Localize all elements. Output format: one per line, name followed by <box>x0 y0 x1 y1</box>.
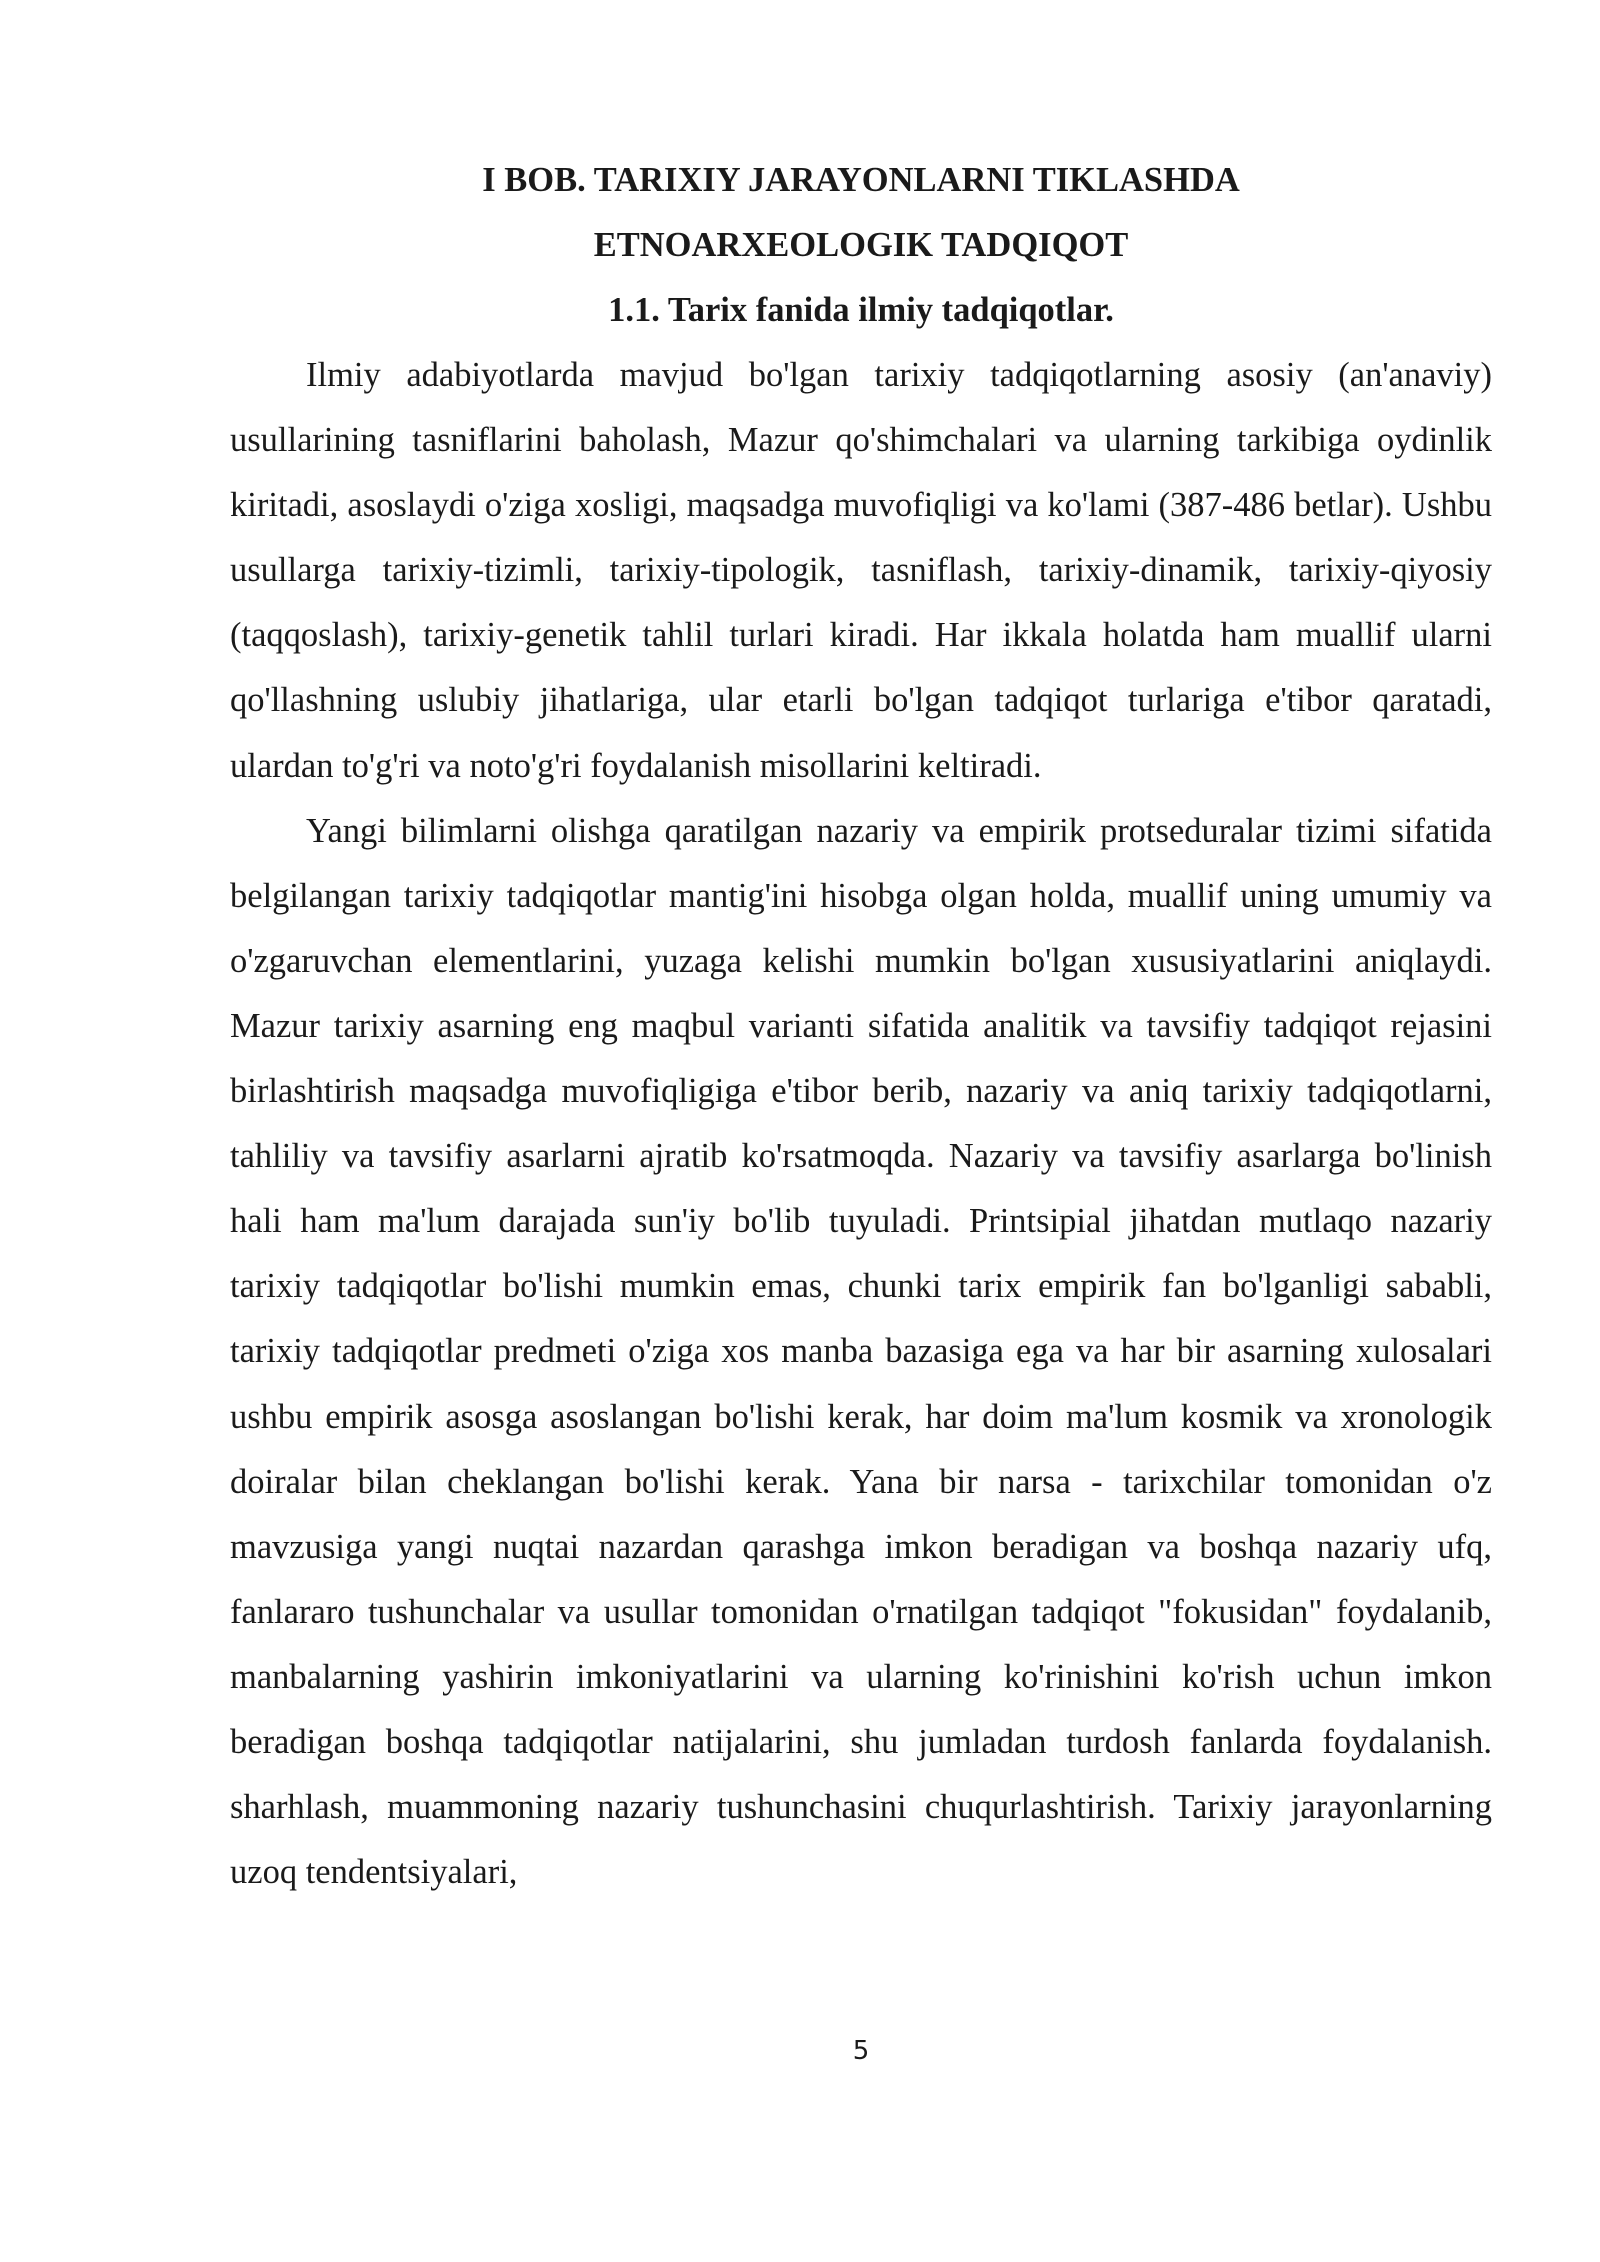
paragraph-1: Ilmiy adabiyotlarda mavjud bo'lgan tarixiy tadqiqotlarning asosiy (an'anaviy) usullarining tasniflarini baholash, Mazur qo'shimchalari va ularning tarkibiga oydinlik kiritadi, asoslaydi o'ziga xosligi, maqsadga muvofiqligi va ko'lami (387-486 betlar). Ushbu usullarga tarixiy-tizimli, tarixiy-tipologik, tasniflash, tarixiy-dinamik, tarixiy-qiyosiy (taqqoslash), tarixiy-genetik tahlil turlari kiradi. Har ikkala holatda ham muallif ularni qo'llashning uslubiy jihatlariga, ular etarli bo'lgan tadqiqot turlariga e'tibor qaratadi, ulardan to'g'ri va noto'g'ri foydalanish misollarini keltiradi. <box>230 356 1492 785</box>
paragraph-2: Yangi bilimlarni olishga qaratilgan nazariy va empirik protseduralar tizimi sifatida belgilangan tarixiy tadqiqotlar mantig'ini hisobga olgan holda, muallif uning umumiy va o'zgaruvchan elementlarini, yuzaga kelishi mumkin bo'lgan xususiyatlarini aniqlaydi. Mazur tarixiy asarning eng maqbul varianti sifatida analitik va tavsifiy tadqiqot rejasini birlashtirish maqsadga muvofiqligiga e'tibor berib, nazariy va aniq tarixiy tadqiqotlarni, tahliliy va tavsifiy asarlarni ajratib ko'rsatmoqda. Nazariy va tavsifiy asarlarga bo'linish hali ham ma'lum darajada sun'iy bo'lib tuyuladi. Printsipial jihatdan mutlaqo nazariy tarixiy tadqiqotlar bo'lishi mumkin emas, chunki tarix empirik fan bo'lganligi sababli, tarixiy tadqiqotlar predmeti o'ziga xos manba bazasiga ega va har bir asarning xulosalari ushbu empirik asosga asoslangan bo'lishi kerak, har doim ma'lum kosmik va xronologik doiralar bilan cheklangan bo'lishi kerak. Yana bir narsa - tarixchilar tomonidan o'z mavzusiga yangi nuqtai nazardan qarashga imkon beradigan va boshqa nazariy ufq, fanlararo tushunchalar va usullar tomonidan o'rnatilgan tadqiqot "fokusidan" foydalanib, manbalarning yashirin imkoniyatlarini va ularning ko'rinishini ko'rish uchun imkon beradigan boshqa tadqiqotlar natijalarini, shu jumladan turdosh fanlarda foydalanish. sharhlash, muammoning nazariy tushunchasini chuqurlashtirish. Tarixiy jarayonlarning uzoq tendentsiyalari, <box>230 811 1492 1892</box>
chapter-title-line-2: ETNOARXEOLOGIK TADQIQOT <box>593 226 1129 264</box>
chapter-title-line-1: I BOB. TARIXIY JARAYONLARNI TIKLASHDA <box>482 161 1240 199</box>
page-content <box>230 148 1492 1905</box>
page-number: 5 <box>852 2036 870 2066</box>
section-title: 1.1. Tarix fanida ilmiy tadqiqotlar. <box>608 291 1114 329</box>
